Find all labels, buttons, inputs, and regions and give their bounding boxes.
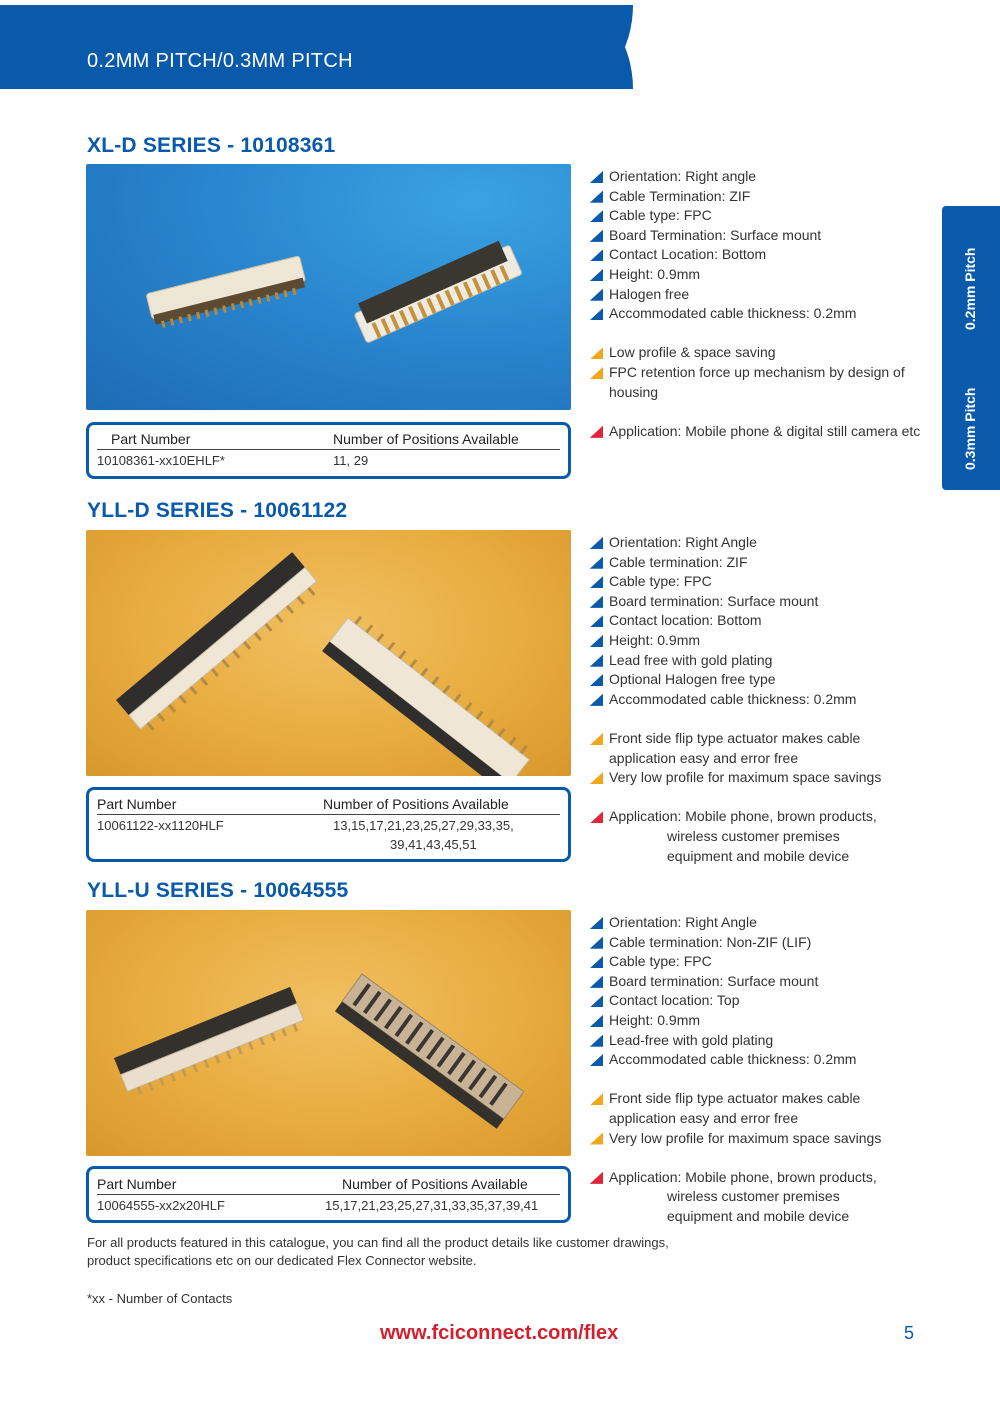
bullet-icon	[590, 537, 603, 549]
application-item-continued: equipment and mobile device	[667, 847, 850, 864]
bullet-icon	[590, 1015, 603, 1027]
spec-item: Board Termination: Surface mount	[590, 226, 920, 246]
benefit-item: FPC retention force up mechanism by design of	[590, 363, 920, 383]
feature-list-yllu	[590, 913, 881, 1227]
spec-item: Lead free with gold plating	[590, 651, 881, 671]
side-label-03mm: 0.3mm Pitch	[962, 387, 978, 470]
bullet-icon	[590, 249, 603, 261]
catalogue-note	[87, 1234, 669, 1270]
product-photo-yllu	[86, 910, 571, 1156]
part-number-table-yllu	[86, 1166, 571, 1223]
bullet-icon	[590, 937, 603, 949]
spec-item: Accommodated cable thickness: 0.2mm	[590, 1050, 881, 1070]
bullet-icon	[590, 694, 603, 706]
spec-item: Cable termination: ZIF	[590, 553, 881, 573]
positions-value-line1: 13,15,17,21,23,25,27,29,33,35,	[333, 818, 514, 833]
part-number-value: 10064555-xx2x20HLF	[97, 1198, 225, 1213]
benefit-item: Low profile & space saving	[590, 343, 920, 363]
positions-header: Number of Positions Available	[323, 796, 509, 812]
bullet-icon	[590, 995, 603, 1007]
spec-item: Cable type: FPC	[590, 572, 881, 592]
part-number-header: Part Number	[111, 431, 191, 447]
feature-list-xld	[590, 167, 920, 441]
page-header-title: 0.2MM PITCH/0.3MM PITCH	[87, 50, 353, 72]
spec-item: Cable type: FPC	[590, 206, 920, 226]
table-divider	[97, 1194, 560, 1195]
part-number-value: 10061122-xx1120HLF	[97, 818, 224, 833]
footnote: *xx - Number of Contacts	[87, 1291, 233, 1306]
application-item: Application: Mobile phone, brown products,	[590, 1168, 881, 1188]
bullet-icon	[590, 308, 603, 320]
spec-item: Cable type: FPC	[590, 952, 881, 972]
bullet-icon	[590, 1093, 603, 1105]
bullet-icon	[590, 615, 603, 627]
positions-value-line2: 39,41,43,45,51	[390, 837, 477, 852]
spec-item: Accommodated cable thickness: 0.2mm	[590, 304, 920, 324]
bullet-icon	[590, 772, 603, 784]
spec-item: Optional Halogen free type	[590, 670, 881, 690]
bullet-icon	[590, 347, 603, 359]
bullet-icon	[590, 1133, 603, 1145]
spec-item: Board termination: Surface mount	[590, 592, 881, 612]
bullet-icon	[590, 269, 603, 281]
benefit-item: Very low profile for maximum space savings	[590, 768, 881, 788]
bullet-icon	[590, 917, 603, 929]
application-item: Application: Mobile phone & digital still camera etc	[590, 422, 920, 442]
bullet-icon	[590, 230, 603, 242]
part-number-table-xld	[86, 422, 571, 479]
part-number-value: 10108361-xx10EHLF*	[97, 453, 225, 468]
bullet-icon	[590, 557, 603, 569]
bullet-icon	[590, 426, 603, 438]
positions-value: 11, 29	[333, 453, 369, 468]
bullet-icon	[590, 289, 603, 301]
series-title-yllu: YLL-U SERIES - 10064555	[87, 879, 349, 902]
positions-header: Number of Positions Available	[342, 1176, 528, 1192]
application-item-continued: wireless customer premises	[667, 827, 840, 844]
spec-item: Contact Location: Bottom	[590, 245, 920, 265]
spec-item: Board termination: Surface mount	[590, 972, 881, 992]
table-divider	[97, 449, 560, 450]
bullet-icon	[590, 210, 603, 222]
positions-value: 15,17,21,23,25,27,31,33,35,37,39,41	[325, 1198, 539, 1213]
part-number-table-ylld	[86, 787, 571, 862]
spec-item: Lead-free with gold plating	[590, 1031, 881, 1051]
connector-illustration	[86, 164, 571, 410]
spec-item: Halogen free	[590, 285, 920, 305]
benefit-item: Very low profile for maximum space savings	[590, 1129, 881, 1149]
bullet-icon	[590, 596, 603, 608]
bullet-icon	[590, 674, 603, 686]
part-number-header: Part Number	[97, 796, 177, 812]
product-photo-ylld	[86, 530, 571, 776]
benefit-item-continued: application easy and error free	[609, 1109, 799, 1126]
spacer	[590, 324, 920, 344]
bullet-icon	[590, 635, 603, 647]
catalogue-note-line1: For all products featured in this catalogue, you can find all the product details like customer drawings,	[87, 1235, 669, 1250]
bullet-icon	[590, 191, 603, 203]
side-label-02mm: 0.2mm Pitch	[962, 247, 978, 330]
page-number: 5	[904, 1323, 915, 1343]
bullet-icon	[590, 1172, 603, 1184]
spec-item: Orientation: Right Angle	[590, 533, 881, 553]
spec-item: Contact location: Bottom	[590, 611, 881, 631]
application-item-continued: wireless customer premises	[667, 1188, 840, 1205]
bullet-icon	[590, 811, 603, 823]
bullet-icon	[590, 171, 603, 183]
series-title-ylld: YLL-D SERIES - 10061122	[87, 499, 348, 522]
header-band	[0, 5, 633, 89]
spec-item: Contact location: Top	[590, 991, 881, 1011]
website-link[interactable]: www.fciconnect.com/flex	[380, 1322, 619, 1344]
spacer	[590, 402, 920, 422]
bullet-icon	[590, 1035, 603, 1047]
spacer	[590, 1070, 881, 1090]
bullet-icon	[590, 956, 603, 968]
spec-item: Cable Termination: ZIF	[590, 187, 920, 207]
bullet-icon	[590, 367, 603, 379]
connector-illustration	[86, 910, 571, 1156]
bullet-icon	[590, 655, 603, 667]
benefit-item-continued: housing	[609, 383, 659, 400]
application-item-continued: equipment and mobile device	[667, 1207, 850, 1224]
spec-item: Height: 0.9mm	[590, 265, 920, 285]
spacer	[590, 1148, 881, 1168]
catalogue-note-line2: product specifications etc on our dedicated Flex Connector website.	[87, 1253, 477, 1268]
benefit-item: Front side flip type actuator makes cable	[590, 729, 881, 749]
benefit-item: Front side flip type actuator makes cable	[590, 1089, 881, 1109]
benefit-item-continued: application easy and error free	[609, 749, 799, 766]
bullet-icon	[590, 733, 603, 745]
part-number-header: Part Number	[97, 1176, 177, 1192]
bullet-icon	[590, 1054, 603, 1066]
spec-item: Orientation: Right Angle	[590, 913, 881, 933]
feature-list-ylld	[590, 533, 881, 866]
bullet-icon	[590, 576, 603, 588]
spacer	[590, 709, 881, 729]
spec-item: Accommodated cable thickness: 0.2mm	[590, 690, 881, 710]
application-item: Application: Mobile phone, brown products,	[590, 807, 881, 827]
bullet-icon	[590, 976, 603, 988]
spacer	[590, 788, 881, 808]
table-divider	[97, 814, 560, 815]
spec-item: Height: 0.9mm	[590, 1011, 881, 1031]
spec-item: Cable termination: Non-ZIF (LIF)	[590, 933, 881, 953]
series-title-xld: XL-D SERIES - 10108361	[87, 134, 336, 157]
positions-header: Number of Positions Available	[333, 431, 519, 447]
product-photo-xld	[86, 164, 571, 410]
connector-illustration	[86, 530, 571, 776]
spec-item: Orientation: Right angle	[590, 167, 920, 187]
pitch-side-tab	[942, 206, 1000, 490]
spec-item: Height: 0.9mm	[590, 631, 881, 651]
